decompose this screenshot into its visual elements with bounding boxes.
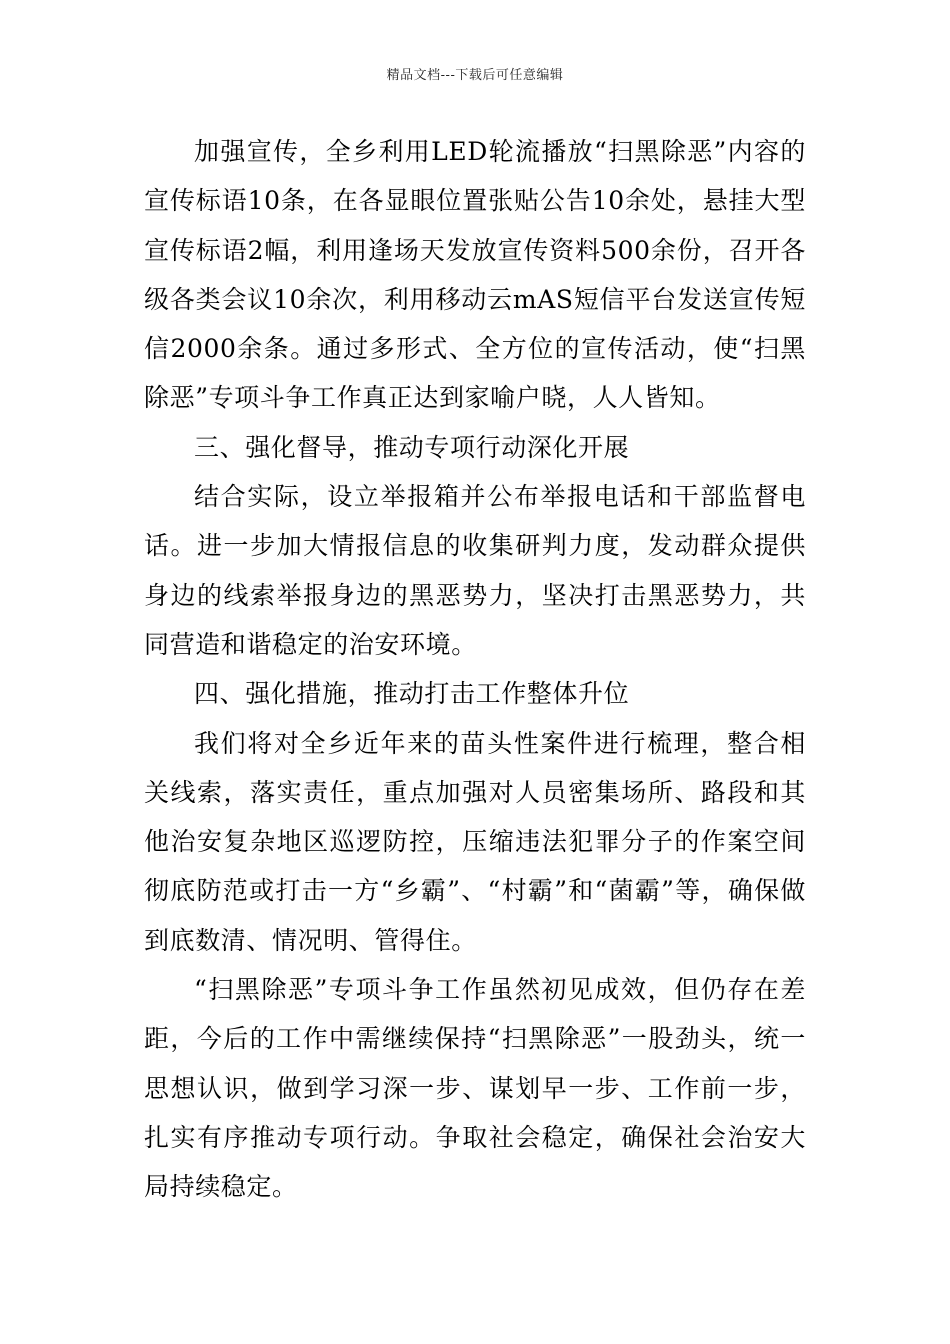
paragraph-conclusion: “扫黑除恶”专项斗争工作虽然初见成效，但仍存在差距，今后的工作中需继续保持“扫黑除恶”一股劲头，统一思想认识，做到学习深一步、谋划早一步、工作前一步，扎实有序推动专项行动。争取社会稳定，确保社会治安大局持续稳定。	[144, 975, 806, 1202]
section-heading-4: 四、强化措施，推动打击工作整体升位	[194, 679, 630, 709]
section-heading-3: 三、强化督导，推动专项行动深化开展	[194, 432, 630, 462]
document-body	[144, 127, 806, 1212]
paragraph-publicity: 加强宣传，全乡利用LED轮流播放“扫黑除恶”内容的宣传标语10条，在各显眼位置张贴公告10余处，悬挂大型宣传标语2幅，利用逢场天发放宣传资料500余份，召开各级各类会议10余次，利用移动云mAS短信平台发送宣传短信2000余条。通过多形式、全方位的宣传活动，使“扫黑除恶”专项斗争工作真正达到家喻户晓，人人皆知。	[144, 137, 806, 413]
paragraph-supervision: 结合实际，设立举报箱并公布举报电话和干部监督电话。进一步加大情报信息的收集研判力度，发动群众提供身边的线索举报身边的黑恶势力，坚决打击黑恶势力，共同营造和谐稳定的治安环境。	[144, 482, 806, 659]
page-header: 精品文档---下载后可任意编辑	[386, 68, 564, 83]
paragraph-measures: 我们将对全乡近年来的苗头性案件进行梳理，整合相关线索，落实责任，重点加强对人员密集场所、路段和其他治安复杂地区巡逻防控，压缩违法犯罪分子的作案空间彻底防范或打击一方“乡霸”、“村霸”和“菌霸”等，确保做到底数清、情况明、管得住。	[144, 728, 806, 955]
